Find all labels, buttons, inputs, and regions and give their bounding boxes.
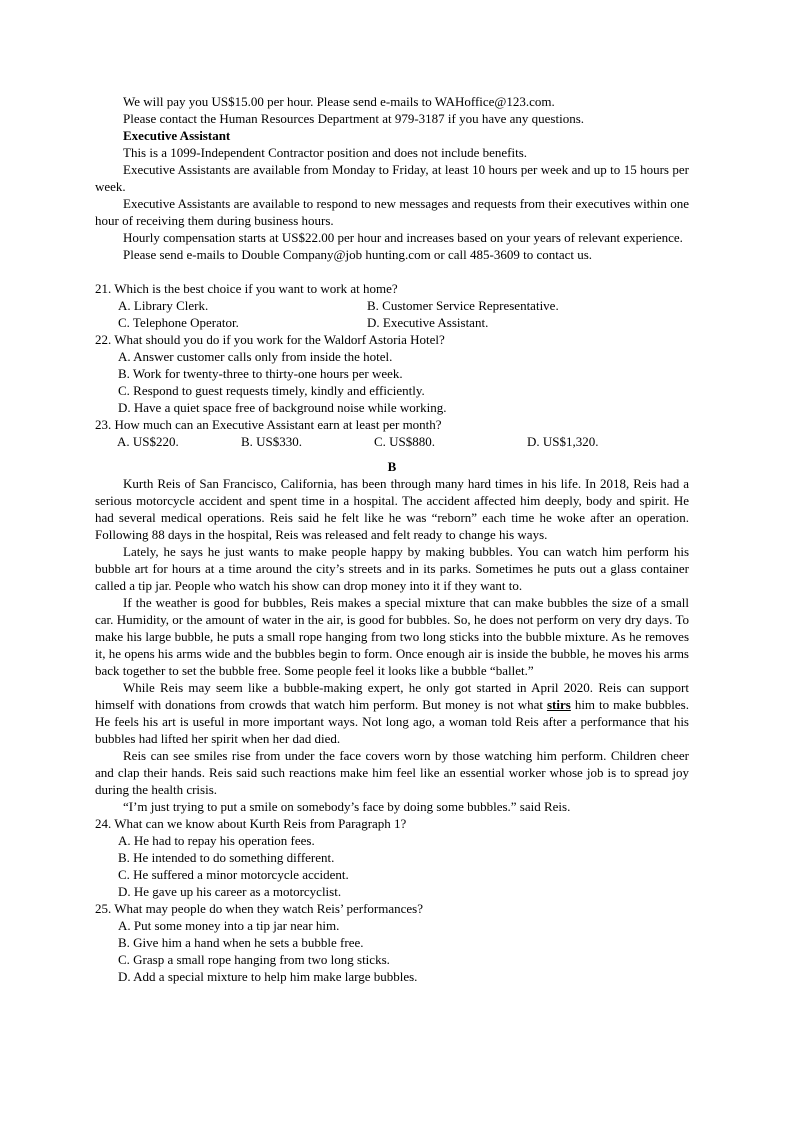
option-d: D. Executive Assistant. (367, 315, 489, 330)
option-a: A. US$220. (117, 434, 179, 449)
contact-info-line: Please contact the Human Resources Department at 979-3187 if you have any questions. (123, 111, 585, 126)
option-c: C. Respond to guest requests timely, kindly and efficiently. (118, 383, 425, 398)
question-23-options-row (95, 433, 689, 450)
option-a: A. Library Clerk. (118, 298, 209, 313)
job-title-executive-assistant: Executive Assistant (123, 128, 231, 143)
question-25: 25. What may people do when they watch Reis’ performances? (95, 901, 424, 916)
option-c: C. Telephone Operator. (118, 315, 239, 330)
question-21-options-row (95, 297, 689, 314)
passage-paragraph-4 (95, 679, 689, 747)
option-b: B. He intended to do something different. (118, 850, 335, 865)
question-24: 24. What can we know about Kurth Reis from Paragraph 1? (95, 816, 407, 831)
passage-paragraph-1: Kurth Reis of San Francisco, California, has been through many hard times in his life. In 2018, Reis had a serious motorcycle accident and spent time in a hospital. The accident affected him deeply, body and spirit. He had several medical operations. Reis said he felt like he was “reborn” each time he woke after an operation. Following 88 days in the hospital, Reis was released and felt ready to change his ways. (95, 476, 689, 542)
option-b: B. Give him a hand when he sets a bubble free. (118, 935, 364, 950)
passage-paragraph-2: Lately, he says he just wants to make people happy by making bubbles. You can watch him perform his bubble art for hours at a time around the city’s streets and in its parks. Sometimes he puts out a glass container called a tip jar. People who watch his show can drop money into it if they want to. (95, 544, 689, 593)
job-paragraph: Please send e-mails to Double Company@job hunting.com or call 485-3609 to contact us. (123, 247, 593, 262)
passage-paragraph-5: Reis can see smiles rise from under the face covers worn by those watching him perform. Children cheer and clap their hands. Reis said such reactions make him feel like an essential worker whose job is to spread joy during the health crisis. (95, 748, 689, 797)
option-d: D. He gave up his career as a motorcyclist. (118, 884, 342, 899)
spacer (95, 450, 689, 458)
option-d: D. Have a quiet space free of background noise while working. (118, 400, 447, 415)
option-b: B. US$330. (241, 434, 303, 449)
question-23: 23. How much can an Executive Assistant earn at least per month? (95, 417, 442, 432)
pay-info-line: We will pay you US$15.00 per hour. Please send e-mails to WAHoffice@123.com. (123, 94, 555, 109)
option-a: A. Put some money into a tip jar near him. (118, 918, 340, 933)
job-paragraph: Executive Assistants are available from Monday to Friday, at least 10 hours per week and up to 15 hours per week. (95, 162, 689, 194)
underlined-word-stirs: stirs (546, 697, 571, 712)
document-page (95, 93, 689, 985)
question-21: 21. Which is the best choice if you want to work at home? (95, 281, 398, 296)
option-d: D. Add a special mixture to help him make large bubbles. (118, 969, 418, 984)
option-c: C. He suffered a minor motorcycle accident. (118, 867, 349, 882)
option-b: B. Work for twenty-three to thirty-one hours per week. (118, 366, 403, 381)
option-d: D. US$1,320. (527, 434, 599, 449)
job-paragraph: Hourly compensation starts at US$22.00 per hour and increases based on your years of relevant experience. (123, 230, 683, 245)
option-a: A. He had to repay his operation fees. (118, 833, 315, 848)
option-b: B. Customer Service Representative. (367, 298, 559, 313)
section-heading-b: B (387, 459, 397, 474)
passage-text: him to make bubbles. He feels his art is useful in more important ways. Not long ago, a woman told Reis after a performance that his bubbles had lifted her spirit when her dad died. (95, 697, 689, 746)
spacer (95, 263, 689, 280)
job-paragraph: This is a 1099-Independent Contractor position and does not include benefits. (123, 145, 527, 160)
option-c: C. Grasp a small rope hanging from two long sticks. (118, 952, 390, 967)
passage-text: While Reis may seem like a bubble-making expert, he only got started in April 2020. Reis can support himself with donations from crowds that watch him perform. But money is not what (95, 680, 689, 712)
question-22: 22. What should you do if you work for the Waldorf Astoria Hotel? (95, 332, 445, 347)
job-paragraph: Executive Assistants are available to respond to new messages and requests from their executives within one hour of receiving them during business hours. (95, 196, 689, 228)
question-21-options-row (95, 314, 689, 331)
passage-paragraph-6: “I’m just trying to put a smile on somebody’s face by doing some bubbles.” said Reis. (123, 799, 571, 814)
passage-paragraph-3: If the weather is good for bubbles, Reis makes a special mixture that can make bubbles the size of a small car. Humidity, or the amount of water in the air, is good for bubbles. So, he does not perform on very dry days. To make his large bubble, he puts a small rope hanging from two long sticks into the bubble mixture. As he removes it, he opens his arms wide and the bubbles begin to form. Once enough air is inside the bubble, he moves his arms back together to set the bubble free. Some people feel it looks like a bubble “ballet.” (95, 595, 689, 678)
option-a: A. Answer customer calls only from inside the hotel. (118, 349, 393, 364)
option-c: C. US$880. (374, 434, 436, 449)
